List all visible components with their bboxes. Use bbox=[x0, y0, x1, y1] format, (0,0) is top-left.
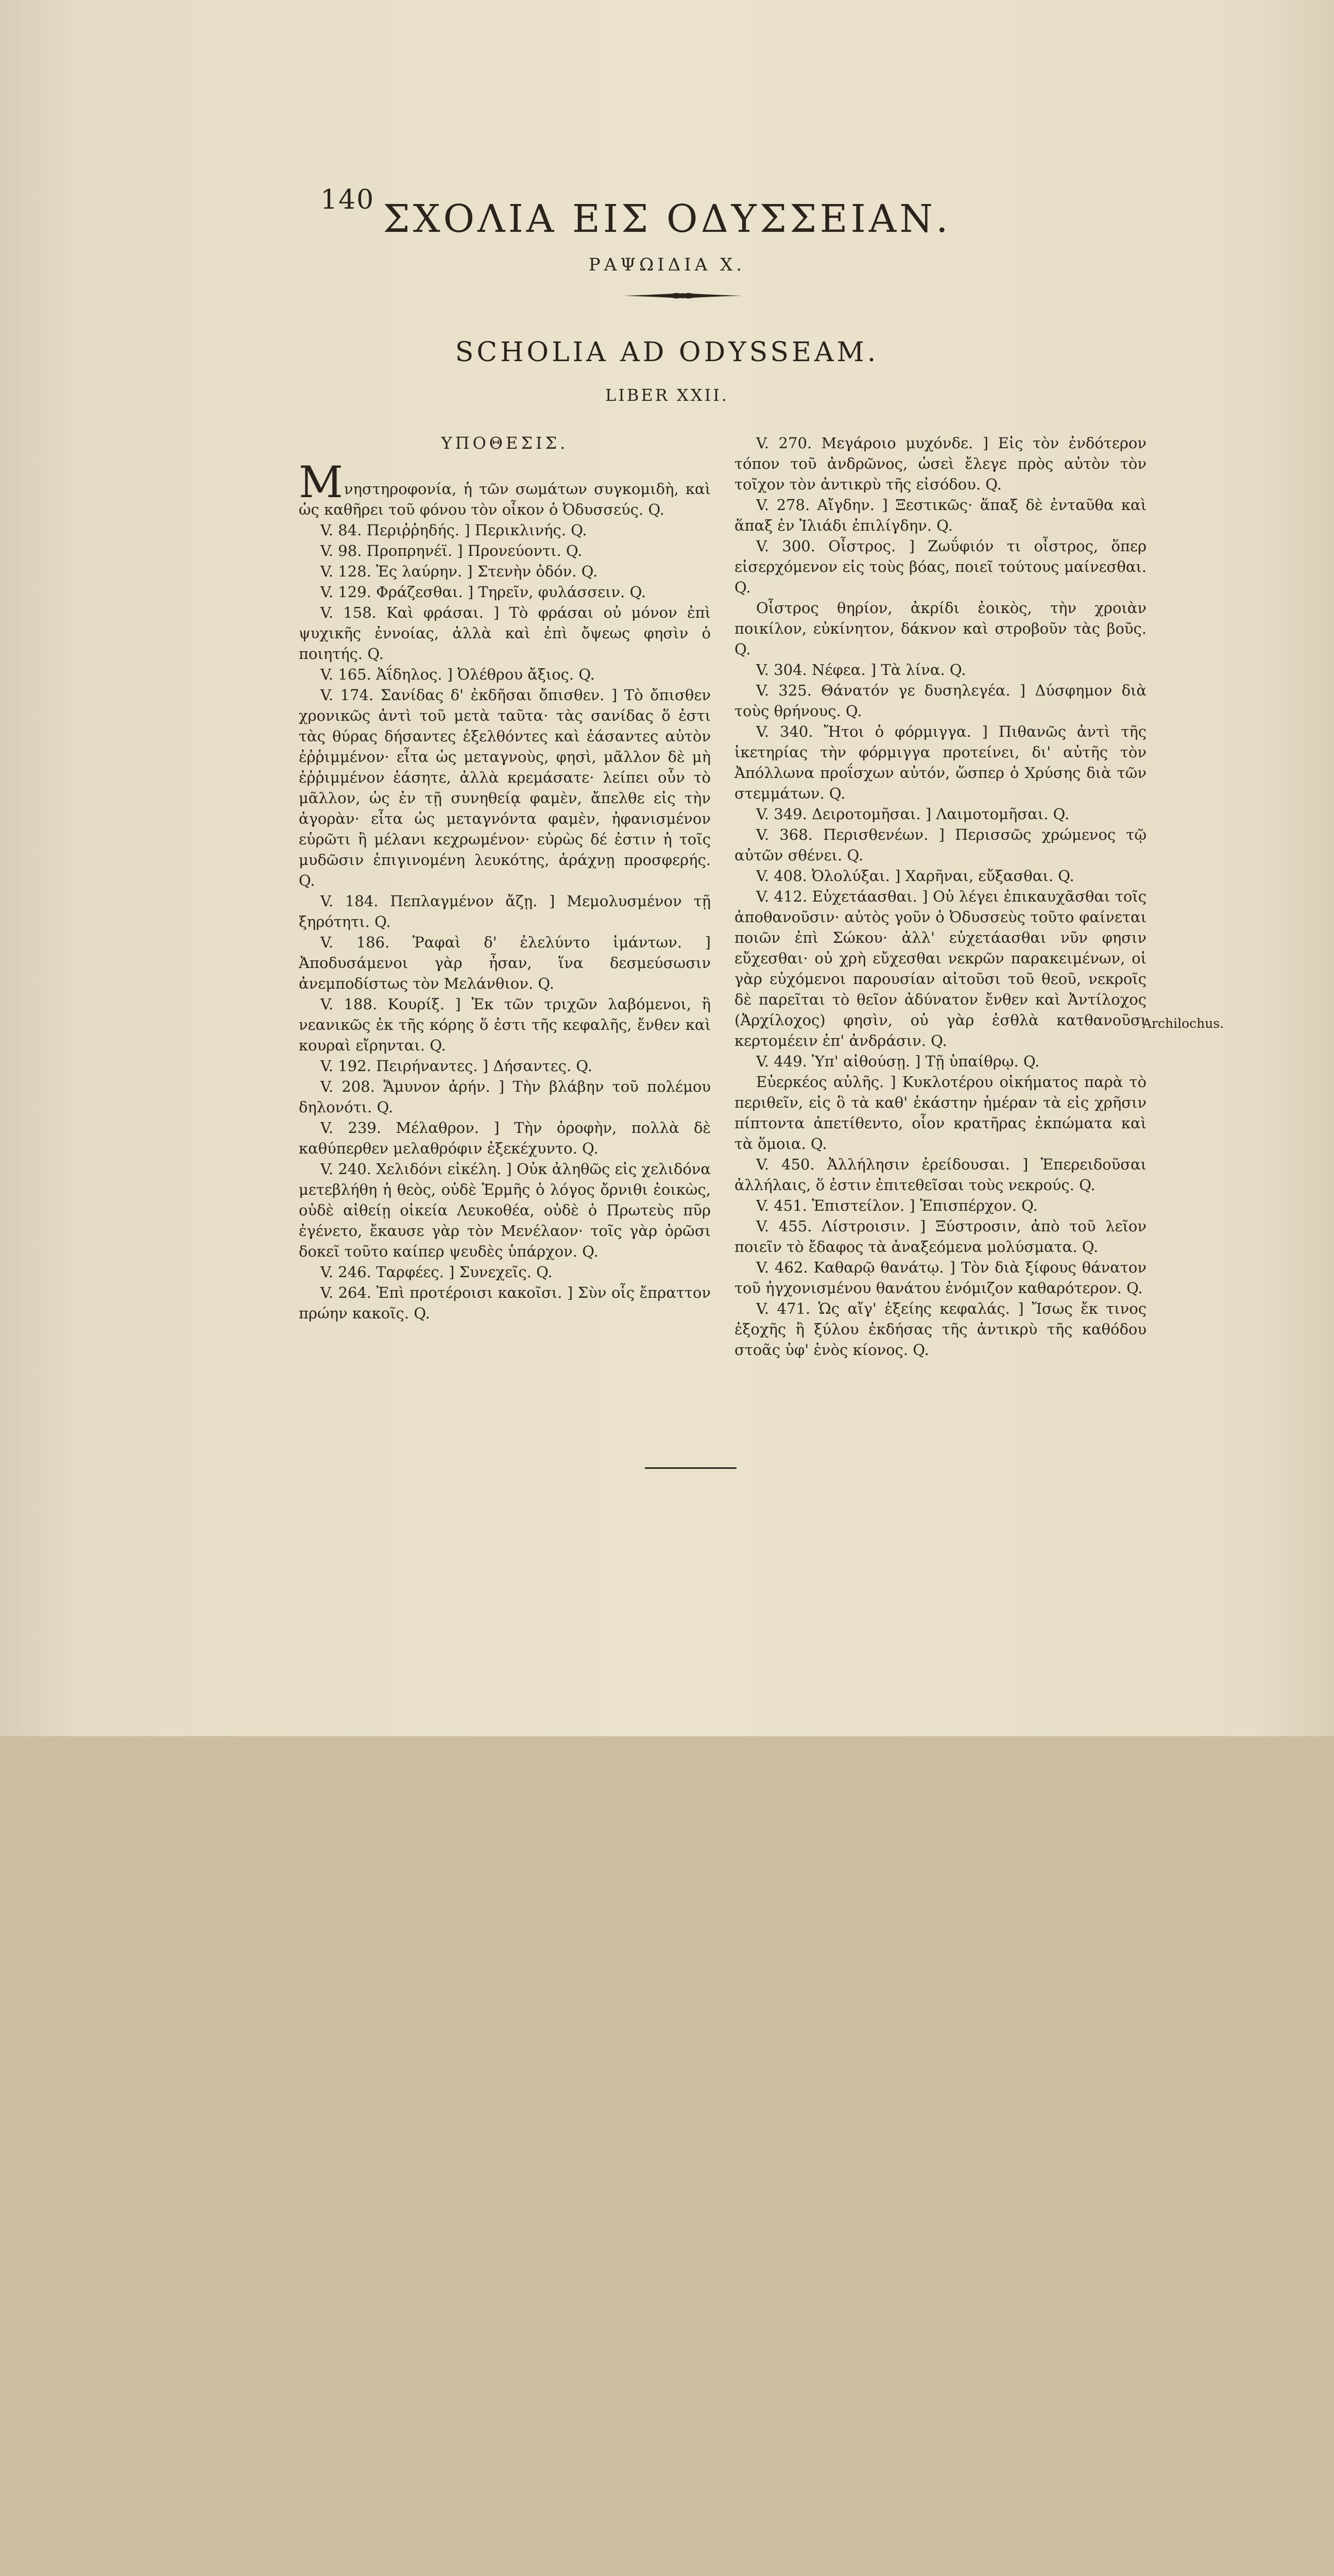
greek-subtitle: ΡΑΨΩΙΔΙΑ Χ. bbox=[588, 255, 746, 275]
scholion-entry: V. 186. Ῥαφαὶ δ' ἐλελύντο ἱμάντων. ] Ἀποδυσάμενοι γὰρ ἦσαν, ἵνα δεσμεύσωσιν ἀνεμποδίστως τὸν Μελάνθιον. Q. bbox=[299, 934, 711, 992]
latin-title: SCHOLIA AD ODYSSEAM. bbox=[455, 337, 879, 368]
scholion-entry: V. 462. Καθαρῷ θανάτῳ. ] Τὸν διὰ ξίφους θάνατον τοῦ ἠγχονισμένου θανάτου ἐνόμιζον καθαρότερον. Q. bbox=[734, 1259, 1147, 1297]
scholion-entry: V. 300. Οἶστρος. ] Ζωΰφιόν τι οἶστρος, ὅπερ εἰσερχόμενον εἰς τοὺς βόας, ποιεῖ τούτους μαίνεσθαι. Q. bbox=[734, 537, 1147, 596]
scholion-entry: V. 128. Ἐς λαύρην. ] Στενὴν ὁδόν. Q. bbox=[320, 563, 598, 580]
scholion-entry: V. 349. Δειροτομῆσαι. ] Λαιμοτομῆσαι. Q. bbox=[756, 805, 1070, 823]
scholion-entry: V. 129. Φράζεσθαι. ] Τηρεῖν, φυλάσσειν. Q. bbox=[320, 583, 646, 601]
greek-title: ΣΧΟΛΙΑ ΕΙΣ ΟΔΥΣΣΕΙΑΝ. bbox=[383, 197, 951, 241]
scholion-entry: Οἶστρος θηρίον, ἀκρίδι ἐοικὸς, τὴν χροιὰν ποικίλον, εὐκίνητον, δάκνον καὶ στροβοῦν τὰς βοῦς. Q. bbox=[734, 599, 1147, 658]
margin-note: Archilochus. bbox=[1142, 1016, 1224, 1031]
scholion-entry: V. 412. Εὐχετάασθαι. ] Οὐ λέγει ἐπικαυχᾶσθαι τοῖς ἀποθανοῦσιν· αὐτὸς γοῦν ὁ Ὀδυσσεὺς τοῦτο φαίνεται ποιῶν ἐπὶ Σώκου· ἀλλ' εὐχετάασθαι νῦν φησιν εὔχεσθαι· οὐ χρὴ εὔχεσθαι νεκρῶν παρακειμένων, οἱ γὰρ εὐχόμενοι παρουσίαν αἰτοῦσι τοῦ θεοῦ, νεκροῖς δὲ παρεῖται τὸ θεῖον ἀδύνατον ἔνθεν καὶ Ἀντίλοχος (Ἀρχίλοχος) φησὶν, οὐ γὰρ ἐσθλὰ κατθανοῦσι κερτομέειν ἐπ' ἀνδράσιν. Q. bbox=[734, 888, 1147, 1049]
scholion-entry: V. 165. Ἀΐδηλος. ] Ὀλέθρου ἄξιος. Q. bbox=[320, 666, 595, 683]
scholion-entry: V. 325. Θάνατόν γε δυσηλεγέα. ] Δύσφημον διὰ τοὺς θρήνους. Q. bbox=[734, 682, 1147, 720]
scholion-entry: V. 208. Ἄμυνον ἀρήν. ] Τὴν βλάβην τοῦ πολέμου δηλονότι. Q. bbox=[299, 1078, 711, 1116]
scholion-entry: V. 158. Καὶ φράσαι. ] Τὸ φράσαι οὐ μόνον ἐπὶ ψυχικῆς ἐννοίας, ἀλλὰ καὶ ἐπὶ ὄψεως φησὶν ὁ ποιητής. Q. bbox=[299, 604, 711, 663]
scholion-entry: V. 451. Ἐπιστείλον. ] Ἐπισπέρχον. Q. bbox=[756, 1197, 1038, 1214]
scholion-entry: Εὐερκέος αὐλῆς. ] Κυκλοτέρου οἰκήματος παρὰ τὸ περιθεῖν, εἰς ὃ τὰ καθ' ἑκάστην ἡμέραν τὰ εἰς χρῆσιν πίπτοντα ἀπετίθεντο, οἷον κρατῆρας ἐκπώματα καὶ τὰ ὅμοια. Q. bbox=[734, 1073, 1147, 1153]
intro-paragraph bbox=[299, 457, 711, 520]
hypothesis-heading: ΥΠΟΘΕΣΙΣ. bbox=[441, 433, 569, 453]
scholion-entry: V. 278. Αἴγδην. ] Ξεστικῶς· ἅπαξ δὲ ἐνταῦθα καὶ ἅπαξ ἐν Ἰλιάδι ἐπιλίγδην. Q. bbox=[734, 496, 1147, 534]
scholion-entry: V. 471. Ὡς αἴγ' ἑξείης κεφαλάς. ] Ἴσως ἔκ τινος ἐξοχῆς ἢ ξύλου ἐκδήσας τῆς ἀντικρὺ τῆς καθόδου στοᾶς ὑφ' ἑνὸς κίονος. Q. bbox=[734, 1300, 1147, 1359]
left-column bbox=[299, 433, 711, 1324]
scholion-entry: V. 368. Περισθενέων. ] Περισσῶς χρώμενος τῷ αὐτῶν σθένει. Q. bbox=[734, 826, 1147, 864]
scholion-entry: V. 270. Μεγάροιο μυχόνδε. ] Εἰς τὸν ἐνδότερον τόπον τοῦ ἀνδρῶνος, ὡσεὶ ἔλεγε πρὸς αὐτὸν τὸν τοῖχον τὸν ἀντικρὺ τῆς εἰσόδου. Q. bbox=[734, 434, 1147, 493]
scholion-entry: V. 188. Κουρίξ. ] Ἐκ τῶν τριχῶν λαβόμενοι, ἢ νεανικῶς ἐκ τῆς κόρης ὅ ἐστι τῆς κεφαλῆς, ἔνθεν καὶ κουραὶ εἴρηνται. Q. bbox=[299, 995, 711, 1054]
scholion-entry: V. 449. Ὑπ' αἰθούσῃ. ] Τῇ ὑπαίθρῳ. Q. bbox=[756, 1053, 1040, 1070]
scholion-entry: V. 184. Πεπλαγμένον ἄζῃ. ] Μεμολυσμένον τῇ ξηρότητι. Q. bbox=[299, 892, 711, 930]
ornament-divider bbox=[623, 290, 742, 302]
scholion-entry: V. 246. Ταρφέες. ] Συνεχεῖς. Q. bbox=[320, 1263, 553, 1281]
scholion-entry: V. 98. Προπρηνέϊ. ] Προνεύοντι. Q. bbox=[320, 542, 583, 560]
scholion-entry: V. 340. Ἤτοι ὁ φόρμιγγα. ] Πιθανῶς ἀντὶ τῆς ἱκετηρίας τὴν φόρμιγγα προτείνει, δι' αὐτῆς τὸν Ἀπόλλωνα προΐσχων αὐτόν, ὥσπερ ὁ Χρύσης διὰ τῶν στεμμάτων. Q. bbox=[734, 723, 1147, 802]
scholion-entry: V. 240. Χελιδόνι εἰκέλη. ] Οὐκ ἀληθῶς εἰς χελιδόνα μετεβλήθη ἡ θεὸς, οὐδὲ Ἑρμῆς ὁ λόγος ὄρνιθι ἐοικὼς, οὐδὲ αἰθείῃ οἰκεία Λευκοθέα, οὐδὲ ὁ Πρωτεὺς πῦρ ἐγένετο, ἔκαυσε γὰρ τὸν Μενέλαον· τοῖς γὰρ ὁρῶσι δοκεῖ τοῦτο καίπερ ψευδὲς ὑπάρχον. Q. bbox=[299, 1160, 711, 1260]
latin-subtitle: LIBER XXII. bbox=[605, 385, 729, 405]
scholion-entry: V. 239. Μέλαθρον. ] Τὴν ὀροφὴν, πολλὰ δὲ καθύπερθεν μελαθρόφιν ἐξεκέχυντο. Q. bbox=[299, 1119, 711, 1157]
scholion-entry: V. 304. Νέφεα. ] Τὰ λίνα. Q. bbox=[756, 661, 966, 679]
intro-text: νηστηροφονία, ἡ τῶν σωμάτων συγκομιδὴ, καὶ ὡς καθῆρει τοῦ φόνου τὸν οἶκον ὁ Ὀδυσσεύς. Q. bbox=[299, 480, 711, 518]
scholion-entry: V. 192. Πειρήναντες. ] Δήσαντες. Q. bbox=[320, 1057, 592, 1075]
scholion-entry: V. 174. Σανίδας δ' ἐκδῆσαι ὄπισθεν. ] Τὸ ὄπισθεν χρονικῶς ἀντὶ τοῦ μετὰ ταῦτα· τὰς σανίδας ὅ ἐστι τὰς θύρας δήσαντες ἐξελθόντες καὶ ἐάσαντες αὐτὸν ἐῤῥιμμένον· εἶτα ὡς μεταγνοὺς, φησὶ, μᾶλλον δὲ μὴ ἐῤῥιμμένον ἐάσητε, ἀλλὰ κρεμάσατε· λείπει οὖν τὸ μᾶλλον, ὡς ἐν τῇ συνηθείᾳ φαμὲν, ἄπελθε εἰς τὴν ἀγορὰν· εἶτα ὡς μεταγνόντα φαμὲν, ἠφανισμένον εὑρῶτι ἢ μέλανι κεχρωμένον· εὐρὼς δέ ἐστιν ἡ τοῖς μυδῶσιν ἐπιγινομένη λευκότης, ἀράχνῃ προσφερής. Q. bbox=[299, 686, 711, 889]
scholion-entry: V. 408. Ὀλολύξαι. ] Χαρῆναι, εὔξασθαι. Q. bbox=[756, 867, 1074, 885]
drop-cap: Μ bbox=[299, 457, 344, 507]
scholion-entry: V. 264. Ἐπὶ προτέροισι κακοῖσι. ] Σὺν οἷς ἔπραττον πρώην κακοῖς. Q. bbox=[299, 1284, 711, 1322]
page-number: 140 bbox=[320, 184, 375, 215]
closing-rule bbox=[645, 1467, 737, 1469]
scholion-entry: V. 455. Λίστροισιν. ] Ξύστροσιν, ἀπὸ τοῦ λεῖον ποιεῖν τὸ ἔδαφος τὰ ἀναξεόμενα μολύσματα. Q. bbox=[734, 1217, 1147, 1256]
scholion-entry: V. 450. Ἀλλήλησιν ἐρείδουσαι. ] Ἐπερειδοῦσαι ἀλλήλαις, ὅ ἐστιν ἐπιτεθεῖσαι τοὺς νεκρούς. Q. bbox=[734, 1156, 1147, 1194]
scholion-entry: V. 84. Περιῤῥηδής. ] Περικλινής. Q. bbox=[320, 521, 587, 539]
right-column bbox=[734, 433, 1147, 1360]
digitization-footer bbox=[0, 1736, 1334, 1937]
